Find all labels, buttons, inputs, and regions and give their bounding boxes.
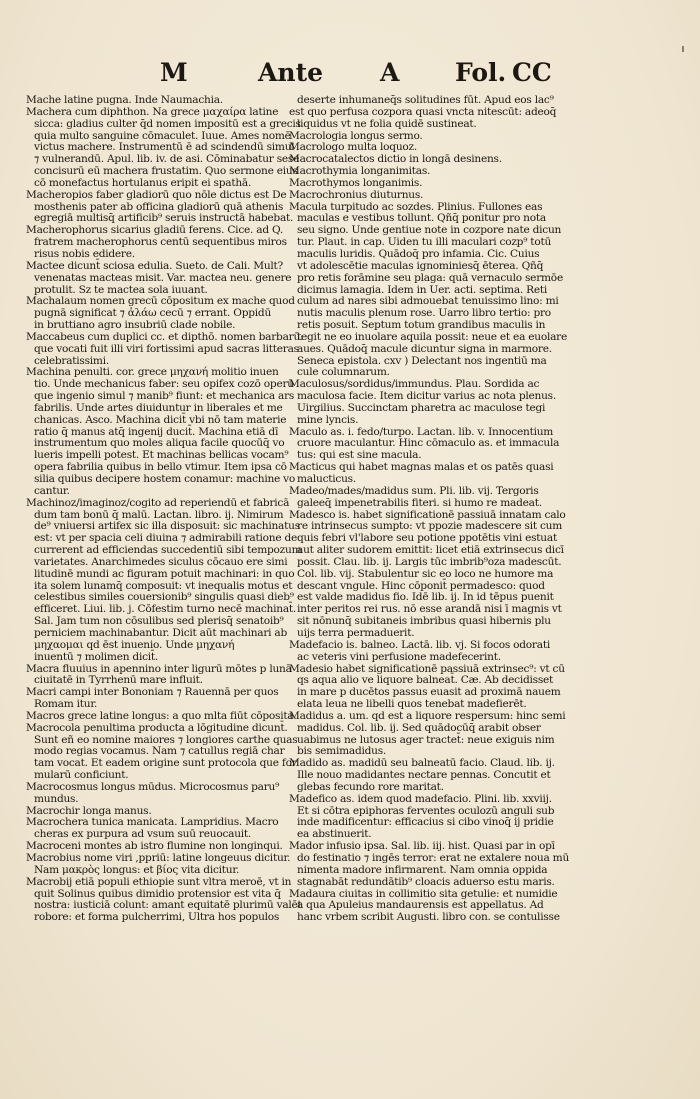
text-line: tus: qui est sine macula. (297, 449, 422, 462)
text-line: fratrem macherophorus centū sequentibus miros (34, 236, 287, 249)
text-line: robore: et forma pulcherrimi, Ultra hos populos (34, 911, 280, 924)
text-line: quit Solinus quibus dimidio protensior est vita q̄ (34, 887, 281, 900)
text-line: qs aqua alio ve liquore balneat̄. Cæ. Ab decidisset (297, 674, 554, 687)
text-line: vt adolescētie maculas ignominiesq̄ ēterea. Qñq̄ (297, 259, 544, 272)
text-line: Seneca epistola. cxv ) Delectant nos ingentiū ma (297, 354, 547, 367)
text-line: protulit. Sz te mactea sola iuuant. (34, 283, 208, 296)
entry-headword-line: Macrochera tunica manicata. Lampridius. Macro (26, 816, 279, 829)
text-line: Ille nouo madidantes nectare pennas. Concutit et (297, 769, 551, 782)
text-line: tio. Unde mechanicus faber: seu opifex cozō operū (34, 378, 294, 391)
text-line: a qua Apuleius mandaurensis est appellatus. Ad (297, 899, 544, 912)
header-folio-label: Fol. (455, 58, 507, 87)
text-line: opera fabrilia quibus in bello vtimur. Item ipsa cō (34, 461, 287, 474)
text-line: Col. lib. vij. Stabulentur sic eo loco ne humore ma (297, 567, 554, 580)
entry-headword-line: Mache latine pugna. Inde Naumachia. (26, 94, 223, 106)
entry-headword-line: Madefico as. idem quod madefacio. Plini. lib. xxviij. (289, 792, 552, 805)
text-line: Romam itur. (34, 698, 98, 711)
text-line: modo regias vocamus. Nam ⁊ catullus regiā char (34, 745, 285, 758)
text-line: ita solem lunamq̄ composuit: vt inequalis motus et (34, 579, 293, 592)
entry-headword-line: Machina penulti. cor. grece μηχανή molitio inuen (26, 366, 279, 379)
text-line: cheras ex purpura ad vsum suū reuocauit. (34, 828, 252, 841)
text-line: tam vocat. Et eadem origine sunt protocola que for (34, 757, 297, 770)
text-line: nostra: iusticiā colunt: amant equitatē plurimū valēt (34, 899, 302, 912)
right-column (289, 94, 570, 924)
text-line: tegit ne eo inuolare aquila possit: neue et ea euolare (297, 330, 568, 343)
text-line: elata leua ne libelli quos tenebat madefierēt. (297, 698, 527, 711)
margin-mark (682, 46, 684, 52)
entry-headword-line: Madido as. madidū seu balneatū facio. Claud. lib. ij. (289, 757, 555, 770)
entry-headword-line: Macula turpitudo ac sozdes. Plinius. Fullones eas (289, 200, 543, 213)
text-line: madidus. Col. lib. ij. Sed quādocūq̄ arabit obser (297, 721, 541, 734)
text-line: risus nobis edidere. (34, 247, 135, 260)
text-line: mularū conficiunt. (34, 769, 129, 782)
text-line: cantur. (34, 484, 70, 497)
text-line: bis semimadidus. (297, 745, 387, 758)
text-line: seu signo. Unde gentiue note in cozpore nate dicun (297, 224, 562, 237)
text-line: victus machere. Instrumentū ē ad scindendū simul (34, 141, 295, 154)
entry-headword-line: Machinoz/imaginoz/cogito ad reperiendū et fabricā (26, 496, 290, 509)
text-line: litudinē mundi ac figuram potuit machinari: in quo (34, 567, 295, 580)
text-line: nutis maculis plenum rose. Uarro libro tertio: pro (297, 307, 551, 320)
entry-headword-line: Maculosus/sordidus/immundus. Plau. Sordida ac (289, 378, 540, 391)
text-line: Uirgilius. Succinctam pharetra ac maculose tegi (297, 401, 546, 414)
text-line: uabimus ne lutosus ager tractet̄: neue exiguis nim (297, 733, 555, 746)
text-line: Nam μακρὸς longus: et βίος vita dicitur. (34, 863, 240, 876)
text-line: in mare p ducētos passus euasit ad proximā nauem (297, 686, 561, 699)
text-line: maculas e vestibus tollunt. Qñq̄ ponitur pro nota (297, 212, 546, 225)
entry-headword-line: Maculo as. i. fedo/turpo. Lactan. lib. v. Innocentium (289, 425, 554, 438)
text-line: in bruttiano agro insubriū clade nobile. (34, 319, 236, 332)
entry-headword-line: Macroceni montes ab istro flumine non longinqui. (26, 840, 283, 853)
text-line: inter peritos rei rus. nō esse arandā nisi ī magnis vt (297, 603, 562, 616)
text-line: est valde madidus fio. Idē lib. ij. In id tēpus puenit (297, 591, 554, 604)
text-line: instrumentum quo moles aliqua facile quocūq̄ vo (34, 437, 285, 450)
entry-headword-line: Macra fluuius in apennino inter ligurū mōtes p lunā (26, 662, 292, 675)
text-line: de⁹ vniuersi artifex sic illa disposuit: sic machinatus (34, 520, 300, 533)
text-line: ac veteris vini perfusione madefecerint. (297, 650, 501, 663)
entry-headword-line: est quo perfusa cozpora quasi vncta nitescūt: adeoq̄ (289, 105, 557, 118)
entry-headword-line: Macrobij etiā populi ethiopie sunt vltra meroē, vt in (26, 875, 292, 888)
entry-headword-line: Macrologo multa loquoz. (289, 141, 417, 154)
text-line: do festinatio ⁊ ingēs terror: erat ne extalere noua mū (297, 852, 570, 864)
text-line: Sal. Jam tum non cōsulibus sed plerisq̄ senatoib⁹ (34, 615, 284, 628)
text-line: ⁊ vulnerandū. Apul. lib. iv. de asi. Cōminabatur sese (34, 153, 300, 166)
text-line: est: vt per spacia celi diuina ⁊ admirabili ratione de (34, 532, 298, 545)
running-header (150, 58, 570, 92)
text-line: ea abstinuerit. (297, 828, 372, 841)
text-line: pugnā significat ⁊ ἀλάω cecū ⁊ errant. Oppidū (34, 307, 272, 320)
header-ante: Ante (258, 58, 324, 87)
text-line: que ingenio simul ⁊ manib⁹ fiunt: et mechanica ars (34, 390, 295, 403)
text-line: maculis luridis. Quādoq̄ pro infamia. Cic. Cuius (297, 247, 540, 260)
entry-headword-line: Madeo/mades/madidus sum. Pli. lib. vij. Tergoris (289, 484, 539, 497)
text-line: lueris impelli potest. Et machinas bellicas vocam⁹ (34, 449, 289, 462)
entry-headword-line: Mactee dicunt̄ sciosa edulia. Sueto. de Cali. Mult? (26, 259, 283, 272)
text-line: liquidus vt ne folia quidē sustineat. (297, 117, 477, 130)
text-line: Sunt eñ eo nomine maiores ⁊ longiores carthe quas (34, 733, 298, 746)
entry-headword-line: Madesio habet significationē passiuā extrinsec⁹: vt cū (289, 662, 565, 675)
entry-headword-line: Macros grece latine longus: a quo mlta fiūt cōposita. (26, 709, 297, 722)
entry-headword-line: Madaura ciuitas in collimitio sita getulie: et numidie (289, 887, 558, 900)
text-line: aues. Quādoq̄ macule dicuntur signa in marmore. (297, 342, 552, 355)
text-line: silia quibus decipere hostem conamur: machine vo (34, 473, 296, 485)
entry-headword-line: Mador infusio ipsa. Sal. lib. iij. hist. Quasi par in opī (289, 840, 555, 853)
entry-headword-line: Macheropios faber gladiorū quo nōle dictus est De (26, 188, 287, 201)
text-line: fabrilis. Unde artes diuiduntur in liberales et me (34, 401, 283, 414)
entry-headword-line: Macri campi inter Bononiam ⁊ Rauennā per quos (26, 686, 279, 699)
text-line: cō monefactus hortulanus eripit ei spathā. (34, 176, 252, 189)
text-line: tur. Plaut. in cap. Uiden tu illi maculari cozp⁹ totū (297, 236, 552, 249)
header-folio-number: CC (512, 58, 552, 87)
entry-headword-line: Madidus a. um. qd est a liquore respersum: hinc semi (289, 709, 566, 722)
text-line: cule columnarum. (297, 366, 390, 379)
text-line: retis posuit. Septum totum grandibus maculis in (297, 319, 546, 332)
text-line: descant vngule. Hinc cōponit̄ permadesco: quod (297, 579, 545, 592)
text-line: quia multo sanguine cōmaculet. Iuue. Ames nomē (34, 129, 291, 142)
text-line: efficeret. Liui. lib. j. Cōfestim turno necē machinat̄. (34, 603, 297, 616)
text-line: galeeq̄ impenetrabilis fiteri. si humo re madeat. (297, 496, 542, 509)
text-line: inuentū ⁊ molimen dicit̄. (34, 650, 159, 663)
entry-headword-line: Macrothymia longanimitas. (289, 165, 431, 178)
text-line: venenatas macteas misit. Var. mactea neu. genere (34, 271, 292, 284)
text-line: concisurū eū machera frustatim. Quo sermone eius (34, 165, 298, 178)
header-letter-m: M (160, 58, 188, 87)
entry-headword-line: Macticus qui habet magnas malas et os patēs quasi (289, 461, 554, 474)
text-line: varietates. Anarchimedes siculus cōcauo ere simi (34, 555, 288, 568)
entry-headword-line: Macrochronius diuturnus. (289, 188, 424, 201)
text-line: que vocati fuit illi viri fortissimi apud sacras litteras (34, 342, 299, 355)
text-line: uijs terra permaduerit. (297, 626, 415, 639)
entry-headword-line: Madefacio is. balneo. Lactā. lib. vj. Si focos odorati (289, 638, 550, 651)
text-line: celebratissimi. (34, 354, 109, 367)
text-line: nimenta madore infirmarent. Nam omnia oppida (297, 863, 548, 876)
entry-headword-line: Macrothymos longanimis. (289, 176, 423, 189)
entry-headword-line: Macrocosmus longus mūdus. Microcosmus paru⁹ (26, 780, 280, 793)
entry-headword-line: Macherophorus sicarius gladiū ferens. Cice. ad Q. (26, 224, 283, 237)
text-line: currerent ad efficiendas succedentiū sibi tempozum (34, 544, 302, 557)
entry-headword-line: Macrochir longa manus. (26, 804, 152, 817)
text-line: hanc vrbem scribit Augusti. libro con. se contulisse (297, 911, 560, 924)
text-line: egregiā multisq̄ artificib⁹ seruis instructā habebat. (34, 212, 294, 225)
text-line: sicca: gladius culter q̄d nomen impositū est a grecis (34, 117, 301, 130)
entry-headword-line: Maccabeus cum duplici cc. et dipthō. nomen barbarū: (26, 330, 304, 343)
entry-headword-line: Macrobius nome viri ,ppriū: latine longeuus dicitur. (26, 852, 291, 864)
text-line: dicimus lamagia. Idem in Uer. acti. septima. Reti (297, 283, 548, 296)
text-line: malucticus. (297, 473, 356, 485)
text-line: re intrinsecus sumpto: vt ppozie madescere sit cum (297, 520, 563, 533)
text-line: mosthenis pater ab officina gladiorū quā athenis (34, 200, 284, 213)
text-line: Et si cōtra epiphoras ferventes oculozū anguli sub (297, 804, 555, 817)
left-column (26, 94, 304, 924)
text-line: glebas fecundo rore maritat. (297, 780, 444, 793)
text-line: possit. Clau. lib. ij. Largis tūc imbrib⁹oza madescūt. (297, 555, 562, 568)
text-line: stagnabāt redundātib⁹ cloacis aduerso estu maris. (297, 875, 555, 888)
text-line: aut aliter sudorem emittit: licet etiā extrinsecus dicī (297, 544, 564, 557)
text-line: chanicas. Asco. Machina dicit̄ vbi nō tam materie (34, 413, 287, 426)
text-line: ratio q̄ manus atq̄ ingenij ducit̄. Machina etiā dī (34, 425, 279, 438)
entry-headword-line: Macrocola penultima producta a lōgitudine dicunt̄. (26, 721, 288, 734)
text-line: dum tam bonū q̄ malū. Lactan. libro. ij. Nimirum (34, 508, 284, 521)
header-letter-a: A (380, 58, 400, 87)
text-line: inde madificentur: efficacius si cibo vinoq̄ ij pridie (297, 816, 554, 829)
text-line: deserte inhumaneq̄s solitudines fūt. Apud eos lac⁹ (297, 94, 554, 106)
entry-headword-line: Machalaum nomen grecū cōpositum ex mache quod (26, 295, 295, 308)
entry-headword-line: Madesco is. habet significationē passiuā innatam calo (289, 508, 566, 521)
text-line: mine lyncis. (297, 413, 359, 426)
text-line: quis febri vl'labore seu potione ppotētis vini estuat (297, 532, 557, 545)
text-line: culum ad nares sibi admouebat tenuissimo lino: mi (297, 295, 559, 308)
text-line: mundus. (34, 792, 79, 805)
text-line: maculosa facie. Item dicitur varius ac nota plenus. (297, 390, 556, 403)
entry-headword-line: Macrocatalectos dictio in longā desinens. (289, 153, 502, 166)
text-line: celestibus similes couersionib⁹ singulis quasi dieb⁹ (34, 591, 294, 604)
text-line: μηχαομαι qd ēst inuenio. Unde μηχανή (34, 638, 235, 651)
text-line: pro retis forāmine seu plaga: quā vernaculo sermōe (297, 271, 563, 284)
text-line: cruore maculantur. Hinc cōmaculo as. et immacula (297, 437, 560, 450)
text-line: sit nōnunq̄ subitaneis imbribus quasi hibernis plu (297, 615, 551, 628)
entry-headword-line: Macrologia longus sermo. (289, 129, 423, 142)
text-line: perniciem machinabantur. Dicit aūt machinari ab (34, 626, 288, 639)
entry-headword-line: Machera cum diphthon. Na grece μαχαίρα latine (26, 105, 279, 118)
text-line: ciuitatē in Tyrrhenū mare influit. (34, 674, 203, 687)
